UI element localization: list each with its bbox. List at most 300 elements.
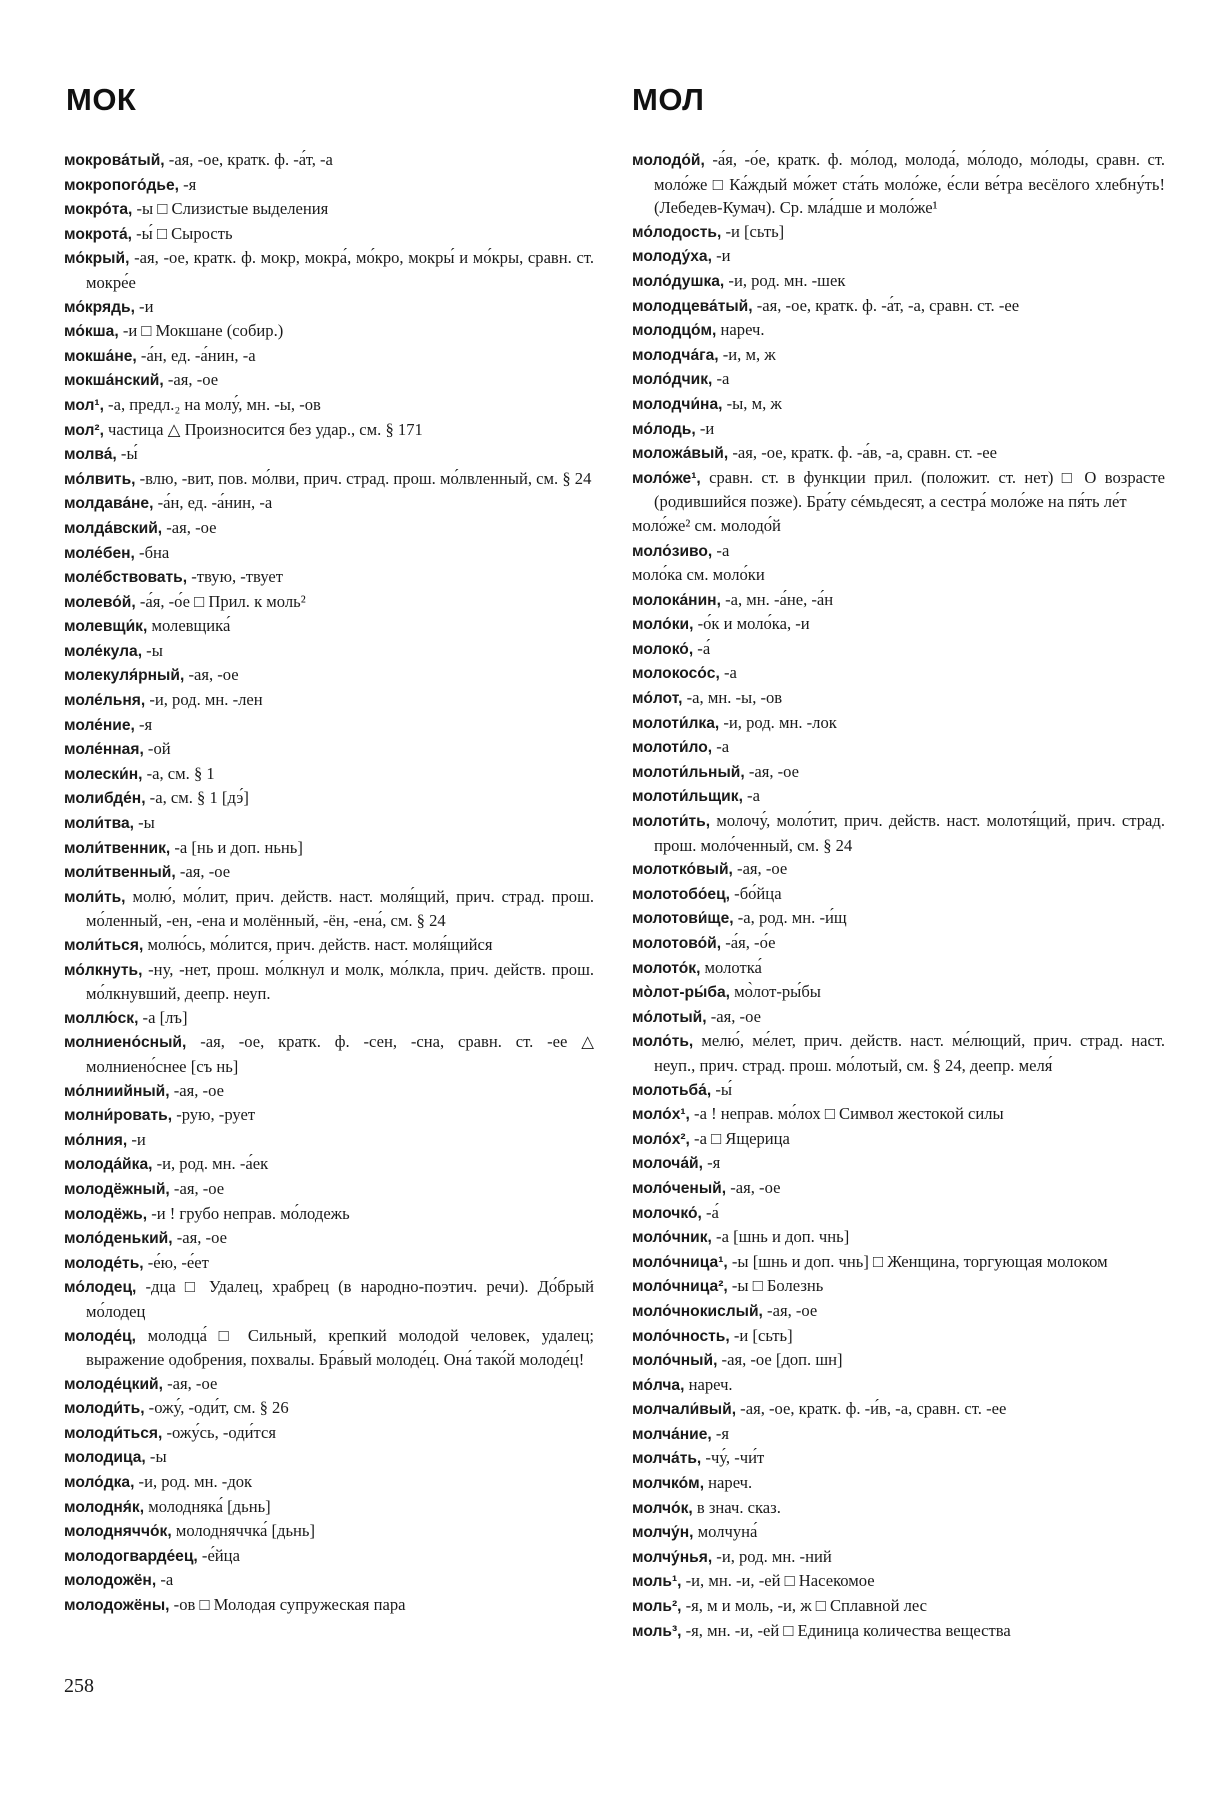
entry-headword: молевщи́к, [64, 618, 148, 636]
entry-headword: молоти́льщик, [632, 788, 743, 806]
entry-headword: молево́й, [64, 593, 136, 611]
dictionary-entry [64, 393, 594, 418]
entry-definition: -ая, -ое, кратк. ф. -сен, -сна, сравн. ст. -ее △ молниено́снее [съ нь] [86, 1032, 594, 1076]
dictionary-entry [632, 1176, 1165, 1201]
entry-definition: -ая, -ое [172, 1228, 227, 1248]
dictionary-entry [632, 392, 1165, 417]
entry-definition: -рую, -рует [172, 1105, 256, 1125]
entry-definition: нареч. [684, 1374, 733, 1394]
entry-definition: -я [702, 1153, 721, 1173]
dictionary-entry [632, 1446, 1165, 1471]
entry-headword: молчу́н, [632, 1524, 694, 1542]
entry-headword: мо́лкнуть, [64, 961, 143, 979]
entry-headword: мо́лотый, [632, 1008, 707, 1026]
entry-definition: -ая, -ое [162, 1373, 218, 1393]
dictionary-entry [64, 762, 594, 787]
dictionary-entry [632, 367, 1165, 392]
dictionary-entry [632, 956, 1165, 981]
entry-headword: мо́лвить, [64, 470, 136, 488]
entry-headword: молотобо́ец, [632, 885, 731, 903]
dictionary-entry [64, 1495, 594, 1520]
entry-headword: молоди́ться, [64, 1424, 163, 1442]
dictionary-entry [632, 1201, 1165, 1226]
dictionary-entry [632, 220, 1165, 245]
dictionary-entry [64, 933, 594, 958]
entry-headword: молотово́й, [632, 935, 722, 952]
entry-headword: молоде́цкий, [64, 1375, 163, 1393]
entry-headword: молчо́к, [632, 1499, 693, 1517]
entry-definition: -и ! грубо неправ. мо́лодежь [147, 1203, 350, 1223]
dictionary-entry [632, 269, 1165, 294]
entry-definition: -ая, -ое [762, 1300, 818, 1320]
entry-headword: моло́зиво, [632, 542, 713, 560]
dictionary-entry [64, 1202, 594, 1227]
entry-definition: нареч. [704, 1473, 753, 1493]
entry-definition: -ов □ Молодая супружеская пара [169, 1595, 406, 1615]
dictionary-entry [64, 713, 594, 738]
entry-definition: -ой [143, 739, 171, 759]
entry-headword: молоти́ть, [632, 813, 711, 831]
dictionary-entry [632, 1324, 1165, 1349]
left-column [64, 148, 594, 1618]
entry-headword: мо́лча, [632, 1376, 685, 1394]
entry-headword: молодица, [64, 1449, 146, 1467]
entry-headword: молодожён, [64, 1572, 157, 1590]
entry-headword: моло́чнокислый, [632, 1302, 763, 1320]
dictionary-entry [632, 588, 1165, 613]
entry-definition: -а [нь и доп. ньнь] [170, 837, 303, 857]
page-number: 258 [64, 1675, 94, 1697]
dictionary-entry [64, 663, 594, 688]
entry-definition: -ая, -ое, кратк. ф. -а́т, -а [164, 150, 333, 169]
entry-definition: -ая, -ое, кратк. ф. -а́в, -а, сравн. ст. -ее [728, 443, 998, 463]
entry-headword: моли́ться, [64, 937, 144, 954]
entry-definition: -ая, -ое, кратк. ф. -и́в, -а, сравн. ст. -ее [736, 1399, 1007, 1419]
entry-definition: -и [сьть] [729, 1325, 793, 1345]
dictionary-entry [632, 1029, 1165, 1077]
entry-definition: -и, м, ж [718, 344, 776, 364]
entry-headword: молодогварде́ец, [64, 1547, 198, 1565]
entry-headword: молоти́ло, [632, 739, 713, 757]
entry-definition: -ы́ [711, 1079, 732, 1099]
entry-headword: моло́же¹, [632, 469, 701, 487]
dictionary-entry [632, 1373, 1165, 1398]
entry-definition: -а́я, -о́е [721, 933, 776, 952]
entry-definition: -ая, -ое [доп. шн] [717, 1350, 843, 1370]
entry-headword: мокрова́тый, [64, 152, 165, 169]
dictionary-entry [64, 516, 594, 541]
dictionary-entry [64, 1030, 594, 1078]
dictionary-entry [64, 885, 594, 933]
entry-headword: мо́лодь, [632, 420, 696, 438]
entry-definition: молю́, мо́лит, прич. действ. наст. моля́щий, прич. страд. прош. мо́ленный, -ен, -ена и молённый, -ён, -ена́, см. § 24 [86, 886, 594, 931]
entry-definition: -и □ Мокшане (собир.) [118, 321, 284, 341]
dictionary-entry [632, 931, 1165, 956]
entry-headword: моло́ть, [632, 1033, 694, 1051]
entry-definition: -а [742, 786, 760, 806]
entry-definition: сравн. ст. в функции прил. (положит. ст. нет) □ О возрасте (родившийся позже). Бра́ту сéмьдесят, а сестра́ моло́же на пя́ть ле́т [654, 467, 1165, 512]
entry-definition: -а [712, 540, 730, 560]
entry-headword: молдава́не, [64, 495, 154, 513]
entry-definition: -ая, -ое [726, 1177, 781, 1197]
dictionary-entry [632, 1250, 1165, 1275]
entry-definition: -ы □ Слизистые выделения [132, 199, 329, 219]
entry-definition: -а́ [701, 1202, 719, 1222]
dictionary-entry [64, 1251, 594, 1276]
entry-definition: -ы́ □ Сырость [131, 223, 233, 243]
entry-definition: молодняччка́ [дьнь] [171, 1521, 315, 1541]
dictionary-entry [64, 344, 594, 369]
dictionary-entry [64, 590, 594, 615]
dictionary-entry [632, 980, 1165, 1005]
dictionary-entry [632, 686, 1165, 711]
entry-headword: моле́нная, [64, 741, 144, 759]
entry-definition: -и, мн. -и, -ей □ Насекомое [681, 1571, 875, 1591]
entry-definition: -а [лъ] [138, 1007, 188, 1027]
dictionary-entry [64, 639, 594, 664]
dictionary-entry [64, 197, 594, 222]
dictionary-entry [64, 737, 594, 762]
dictionary-entry [64, 565, 594, 590]
dictionary-entry [64, 173, 594, 198]
entry-definition: -я [134, 714, 153, 734]
entry-definition: молодняка́ [дьнь] [144, 1496, 271, 1516]
entry-headword: молибде́н, [64, 790, 146, 808]
entry-definition: -а́н, ед. -а́нин, -а [136, 345, 256, 365]
entry-definition: -и, род. мн. -шек [724, 270, 846, 290]
entry-definition: -я, м и моль, -и, ж □ Сплавной лес [681, 1596, 928, 1616]
entry-headword: мо́кша, [64, 323, 119, 341]
entry-definition: в знач. сказ. [692, 1497, 781, 1517]
entry-definition: -а [719, 663, 737, 683]
entry-headword: моли́твенный, [64, 864, 176, 882]
entry-definition: -ая, -ое, кратк. ф. -а́т, -а, сравн. ст. -ее [752, 295, 1020, 315]
entry-definition: молчуна́ [693, 1522, 758, 1542]
dictionary-entry [632, 1274, 1165, 1299]
dictionary-entry [632, 563, 1165, 588]
entry-headword: моло́х², [632, 1130, 690, 1148]
entry-definition: -чу́, -чи́т [701, 1448, 765, 1468]
dictionary-entry [64, 1372, 594, 1397]
entry-headword: молчу́нья, [632, 1548, 713, 1566]
entry-headword: молокосо́с, [632, 665, 720, 683]
entry-definition: -а́н, ед. -а́нин, -а [153, 493, 273, 513]
dictionary-entry [632, 539, 1165, 564]
entry-headword: мол², [64, 421, 104, 439]
dictionary-entry [632, 1422, 1165, 1447]
entry-headword: мокша́не, [64, 347, 137, 365]
entry-definition: -и, род. мн. -ний [712, 1546, 832, 1566]
dictionary-entry [632, 1078, 1165, 1103]
dictionary-entry [632, 809, 1165, 857]
entry-definition: -ы, м, ж [722, 393, 782, 413]
dictionary-entry [632, 784, 1165, 809]
page-header-right: МОЛ [632, 82, 705, 117]
dictionary-entry [632, 661, 1165, 686]
entry-headword: молодняччо́к, [64, 1523, 172, 1541]
entry-headword: молекуля́рный, [64, 667, 185, 685]
dictionary-entry [64, 1396, 594, 1421]
entry-definition: -ая, -ое [744, 761, 800, 781]
entry-headword: мо́лния, [64, 1131, 128, 1149]
entry-headword: молока́нин, [632, 591, 721, 609]
dictionary-entry [64, 1445, 594, 1470]
entry-definition: молю́сь, мо́лится, прич. действ. наст. моля́щийся [143, 935, 493, 954]
entry-headword: моли́твенник, [64, 839, 171, 857]
dictionary-entry [64, 958, 594, 1006]
entry-definition: -и [711, 246, 731, 266]
entry-definition: -влю, -вит, пов. мо́лви, прич. страд. прош. мо́лвленный, см. § 24 [135, 468, 592, 488]
dictionary-entry [64, 319, 594, 344]
entry-headword: молото́к, [632, 959, 701, 977]
dictionary-entry [632, 1102, 1165, 1127]
entry-definition: -а, предл.₂ на молу́, мн. -ы, -ов [103, 394, 321, 414]
dictionary-entry [632, 882, 1165, 907]
entry-headword: моле́бствовать, [64, 569, 188, 587]
dictionary-entry [64, 688, 594, 713]
entry-definition: -а [156, 1570, 174, 1590]
dictionary-entry [64, 811, 594, 836]
entry-definition: -а ! неправ. мо́лох □ Символ жестокой силы [689, 1104, 1004, 1124]
dictionary-entry [632, 1225, 1165, 1250]
entry-headword: молоду́ха, [632, 248, 712, 266]
entry-definition: -а, см. § 1 [142, 763, 215, 783]
entry-definition: молотка́ [700, 957, 762, 977]
entry-headword: мо́лодость, [632, 223, 722, 241]
entry-headword: молоко́, [632, 640, 694, 658]
entry-headword: моллю́ск, [64, 1009, 139, 1027]
dictionary-entry [632, 1348, 1165, 1373]
dictionary-entry [632, 514, 1165, 539]
entry-headword: мо́крядь, [64, 298, 135, 316]
entry-headword: молоде́ц, [64, 1327, 136, 1345]
entry-definition: -и [134, 296, 154, 316]
entry-definition: -я [178, 174, 197, 194]
entry-definition: -ая, -ое [184, 665, 239, 685]
entry-headword: моль³, [632, 1622, 682, 1640]
dictionary-entry [64, 786, 594, 811]
dictionary-entry [632, 612, 1165, 637]
dictionary-entry [632, 760, 1165, 785]
dictionary-entry [64, 860, 594, 885]
entry-definition: мелю́, ме́лет, прич. действ. наст. ме́лющий, прич. страд. наст. неуп., прич. страд. прош. мо́лотый, см. § 24, деепр. меля́ [654, 1031, 1165, 1075]
dictionary-entry [632, 1151, 1165, 1176]
entry-headword: мокропого́дье, [64, 176, 179, 194]
entry-definition: -ая, -ое [169, 1080, 224, 1100]
dictionary-entry [632, 1127, 1165, 1152]
entry-headword: молески́н, [64, 765, 143, 783]
dictionary-entry [632, 637, 1165, 662]
dictionary-entry [632, 1619, 1165, 1644]
entry-definition: мо̀лот-ры́бы [730, 982, 821, 1002]
dictionary-entry [632, 1594, 1165, 1619]
entry-definition: -е́йца [197, 1545, 240, 1565]
entry-headword: молодожёны, [64, 1597, 170, 1615]
entry-definition: -а, см. § 1 [дэ́] [145, 788, 249, 808]
entry-definition: -а [712, 369, 730, 389]
entry-headword: молодёжный, [64, 1180, 170, 1198]
entry-headword: молча́ние, [632, 1425, 712, 1443]
entry-headword: молотко́вый, [632, 861, 733, 879]
entry-definition: молевщика́ [147, 616, 231, 636]
entry-definition: моло́ка см. моло́ки [632, 565, 765, 585]
entry-headword: моль², [632, 1598, 682, 1616]
entry-headword: моле́кула, [64, 642, 143, 660]
entry-headword: моло́денький, [64, 1230, 173, 1248]
dictionary-entry [632, 1471, 1165, 1496]
entry-definition: -ожу́сь, -оди́тся [162, 1422, 276, 1442]
entry-headword: моложа́вый, [632, 445, 729, 463]
entry-headword: мокша́нский, [64, 372, 164, 390]
entry-headword: молотьба́, [632, 1081, 712, 1099]
entry-headword: мо́лниийный, [64, 1082, 170, 1100]
dictionary-entry [64, 1593, 594, 1618]
dictionary-entry [64, 1568, 594, 1593]
entry-definition: -а́ [693, 638, 711, 658]
dictionary-entry [64, 1275, 594, 1323]
dictionary-entry [632, 244, 1165, 269]
entry-definition: -а [шнь и доп. чнь] [711, 1227, 850, 1247]
entry-definition: -ы [шнь и доп. чнь] □ Женщина, торгующая молоком [727, 1251, 1108, 1271]
dictionary-entry [64, 1544, 594, 1569]
dictionary-entry [632, 711, 1165, 736]
entry-definition: -а, мн. -ы, -ов [682, 688, 783, 708]
entry-headword: молотови́ще, [632, 910, 734, 928]
dictionary-entry [632, 1496, 1165, 1521]
entry-definition: -ая, -ое [175, 862, 231, 882]
dictionary-entry [64, 368, 594, 393]
entry-headword: моле́бен, [64, 544, 135, 562]
dictionary-entry [64, 1470, 594, 1495]
dictionary-entry [64, 246, 594, 294]
entry-definition: -ая, -ое [732, 859, 788, 879]
entry-definition: -я [711, 1423, 730, 1443]
entry-definition: -ы́ [116, 444, 138, 464]
dictionary-entry [64, 1519, 594, 1544]
entry-headword: мокро́та, [64, 201, 133, 219]
entry-definition: -ожу́, -оди́т, см. § 26 [144, 1398, 289, 1418]
dictionary-entry [64, 295, 594, 320]
entry-definition: -а́я, -о́е, кратк. ф. мо́лод, молода́, мо́лодо, мо́лоды, сравн. ст. моло́же □ Ка́ждый мо́жет ста́ть моло́же, е́сли ве́тра весёлого хлебну́ть! (Лебедев-Кумач). Ср. мла́дше и моло́же¹ [654, 150, 1165, 218]
entry-headword: моло́дка, [64, 1474, 135, 1492]
entry-definition: молодца́ □ Сильный, крепкий молодой человек, удалец; выражение одобрения, похвалы. Бра́вый молоде́ц. Она́ тако́й молоде́ц! [86, 1325, 594, 1370]
entry-headword: молва́, [64, 446, 117, 464]
entry-definition: -а □ Ящерица [689, 1128, 790, 1148]
dictionary-entry [64, 222, 594, 247]
entry-definition: -ы □ Болезнь [727, 1276, 824, 1296]
entry-headword: молодча́га, [632, 346, 719, 364]
dictionary-entry [632, 417, 1165, 442]
entry-headword: молни́ровать, [64, 1107, 173, 1125]
dictionary-entry [632, 294, 1165, 319]
entry-definition: -ы [142, 640, 163, 660]
dictionary-entry [64, 1226, 594, 1251]
entry-definition: -бо́йца [730, 883, 782, 903]
entry-definition: -е́ю, -е́ет [143, 1252, 209, 1272]
entry-definition: -ая, -ое [163, 370, 219, 390]
entry-definition: -твую, -твует [187, 567, 284, 587]
entry-headword: молочко́, [632, 1204, 702, 1222]
entry-headword: моль¹, [632, 1573, 682, 1591]
entry-headword: моло́дчик, [632, 371, 713, 389]
dictionary-entry [64, 491, 594, 516]
dictionary-entry [64, 442, 594, 467]
entry-headword: моло́х¹, [632, 1106, 690, 1124]
entry-headword: моло́ки, [632, 616, 694, 634]
entry-definition: -о́к и моло́ка, -и [693, 614, 810, 634]
entry-headword: молодцева́тый, [632, 297, 753, 315]
entry-definition: -ы [145, 1447, 167, 1467]
entry-definition: -ну, -нет, прош. мо́лкнул и молк, мо́лкла, прич. действ. прош. мо́лкнувший, деепр. неуп. [86, 959, 594, 1004]
entry-headword: молодцо́м, [632, 322, 717, 340]
page-header-left: МОК [66, 82, 137, 117]
entry-definition: -дца □ Удалец, храбрец (в народно-поэтич. речи). До́брый мо́лодец [86, 1277, 594, 1321]
entry-headword: молоти́льный, [632, 763, 745, 781]
entry-headword: моло́чница¹, [632, 1253, 728, 1271]
entry-headword: молодо́й, [632, 152, 705, 169]
entry-definition: -и [127, 1129, 146, 1149]
entry-definition: -и, род. мн. -лен [145, 690, 263, 710]
entry-definition: -а́я, -о́е □ Прил. к моль² [135, 591, 306, 611]
dictionary-entry [64, 836, 594, 861]
entry-headword: мо́лодец, [64, 1279, 137, 1297]
entry-headword: молодчи́на, [632, 395, 723, 413]
dictionary-entry [632, 318, 1165, 343]
entry-headword: мо́крый, [64, 250, 130, 268]
entry-definition: -бна [134, 542, 170, 562]
dictionary-entry [632, 857, 1165, 882]
entry-definition: -а [712, 737, 730, 757]
dictionary-entry [632, 735, 1165, 760]
entry-headword: молодня́к, [64, 1498, 145, 1516]
entry-definition: нареч. [716, 320, 765, 340]
entry-definition: -а, род. мн. -и́щ [733, 908, 847, 928]
entry-definition: -ы [133, 813, 155, 833]
dictionary-entry [64, 1324, 594, 1372]
dictionary-entry [64, 1079, 594, 1104]
dictionary-entry [632, 1299, 1165, 1324]
entry-definition: -ая, -ое [706, 1006, 761, 1026]
entry-definition: -ая, -ое, кратк. ф. мокр, мокра́, мо́кро, мокры́ и мо́кры, сравн. ст. мокре́е [86, 248, 594, 292]
dictionary-entry [64, 1152, 594, 1177]
dictionary-entry [632, 148, 1165, 220]
entry-headword: молда́вский, [64, 519, 163, 537]
entry-headword: моле́льня, [64, 692, 146, 710]
dictionary-entry [632, 1545, 1165, 1570]
entry-headword: моли́тва, [64, 815, 134, 833]
entry-headword: моло́чница², [632, 1278, 728, 1296]
dictionary-entry [632, 1005, 1165, 1030]
dictionary-entry [64, 418, 594, 443]
right-column [632, 148, 1165, 1643]
entry-headword: мо́лот, [632, 690, 683, 708]
entry-definition: моло́же² см. молодо́й [632, 515, 781, 535]
entry-definition: -ая, -ое [162, 517, 217, 537]
entry-headword: молчали́вый, [632, 1401, 737, 1419]
entry-headword: молниено́сный, [64, 1034, 187, 1052]
dictionary-entry [64, 467, 594, 492]
entry-headword: моло́чный, [632, 1352, 718, 1370]
dictionary-entry [64, 1177, 594, 1202]
dictionary-entry [632, 1520, 1165, 1545]
dictionary-entry [64, 1421, 594, 1446]
dictionary-entry [632, 466, 1165, 514]
dictionary-entry [632, 441, 1165, 466]
entry-headword: молча́ть, [632, 1450, 702, 1468]
entry-headword: моло́чность, [632, 1327, 730, 1345]
entry-headword: молоди́ть, [64, 1400, 145, 1418]
entry-definition: -и, род. мн. -лок [719, 712, 837, 732]
